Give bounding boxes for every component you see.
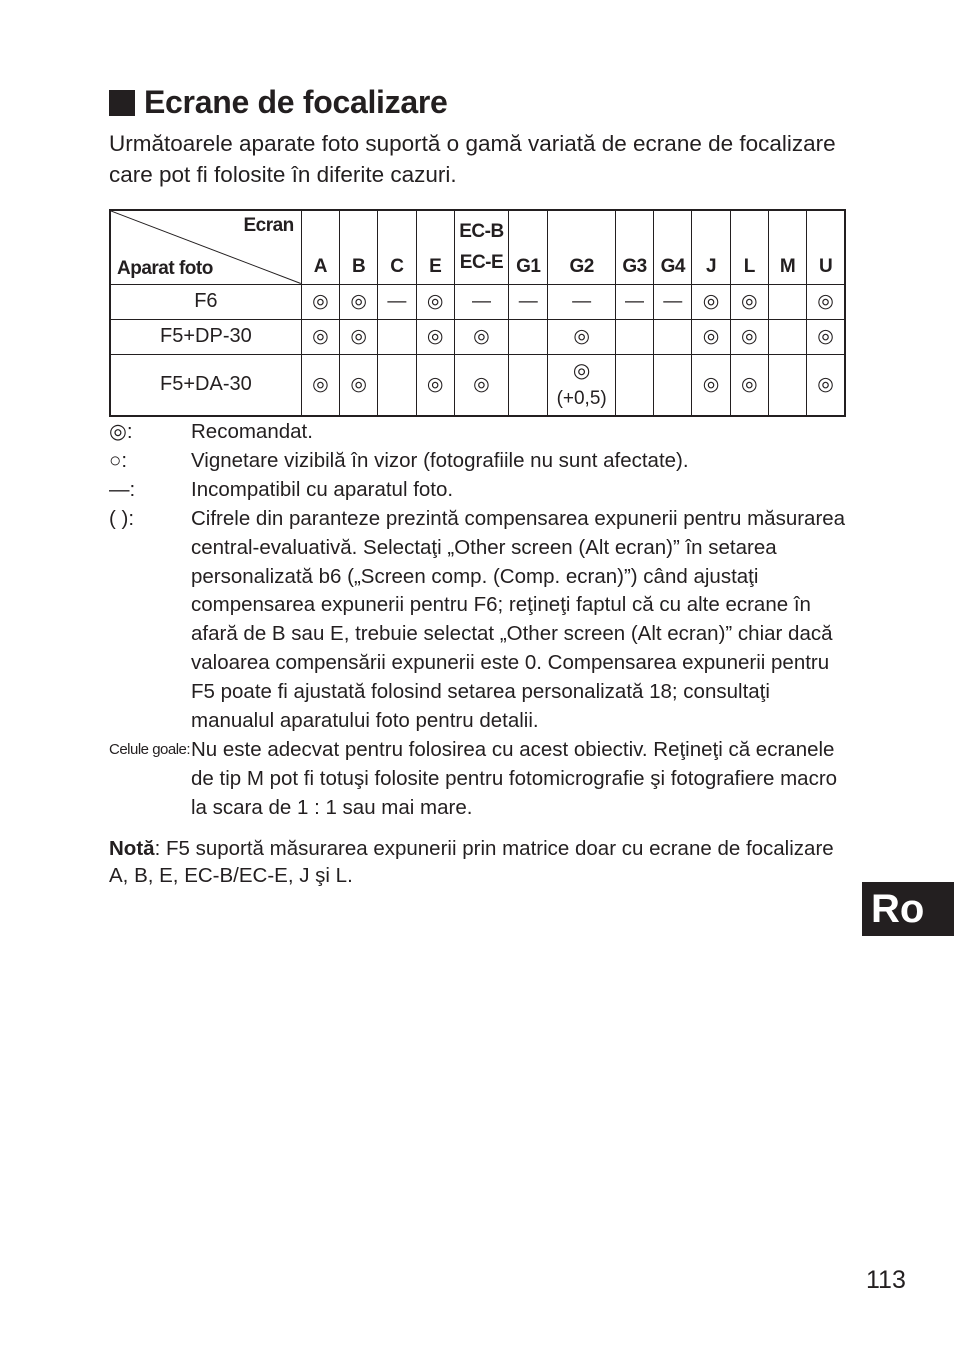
- table-cell: ◎: [807, 319, 845, 354]
- camera-name: F5+DP-30: [110, 319, 301, 354]
- table-cell: [615, 319, 653, 354]
- legend-text: Nu este adecvat pentru folosirea cu acest obiectiv. Reţineţi că ecranele de tip M pot fi totuşi folosite pentru fotomicrografie şi fotografiere macro la scara de 1 : 1 sau mai mare.: [191, 737, 838, 819]
- legend-item: [109, 447, 849, 476]
- column-header-e: E: [416, 210, 454, 284]
- table-cell: ◎: [340, 284, 378, 319]
- section-heading: [109, 84, 448, 121]
- table-cell: [378, 319, 416, 354]
- table-cell: [615, 354, 653, 416]
- legend-key: ( ):: [109, 506, 135, 530]
- table-cell: ◎: [301, 284, 339, 319]
- table-cell: —: [454, 284, 508, 319]
- table-cell: ◎: [807, 354, 845, 416]
- table-legend: [109, 418, 849, 823]
- column-header-u: U: [807, 210, 845, 284]
- table-cell: [654, 354, 692, 416]
- table-cell: —: [509, 284, 548, 319]
- table-row: [110, 354, 845, 416]
- table-cell: ◎: [692, 319, 730, 354]
- legend-item: [109, 736, 849, 823]
- column-header-a: A: [301, 210, 339, 284]
- column-header-g4: G4: [654, 210, 692, 284]
- column-header-ecb: EC-B: [459, 220, 504, 242]
- table-cell: ◎: [730, 319, 768, 354]
- legend-key: ◎:: [109, 420, 133, 443]
- intro-paragraph: Următoarele aparate foto suportă o gamă variată de ecrane de focalizare care pot fi folosite în diferite cazuri.: [109, 131, 836, 187]
- table-cell: ◎: [548, 319, 615, 354]
- table-cell: —: [615, 284, 653, 319]
- exposure-compensation-value: (+0,5): [556, 387, 607, 409]
- column-header-c: C: [378, 210, 416, 284]
- legend-key: ○:: [109, 448, 128, 472]
- legend-text: Cifrele din paranteze prezintă compensarea expunerii pentru măsurarea central-evaluativă. Selectaţi „Other screen (Alt ecran)” în setarea personalizată b6 („Screen comp. (Comp. ecran)”) când ajustaţi compensarea expunerii pentru F6; reţineţi faptul că cu alte ecrane în afară de B sau E, trebuie selectat „Other screen (Alt ecran)” chiar dacă valoarea compensării expunerii este 0. Compensarea expunerii pentru F5 poate fi ajustată folosind setarea personalizată 18; consultaţi manualul aparatului foto pentru detalii.: [191, 506, 846, 733]
- column-header-ece: EC-E: [459, 251, 504, 273]
- column-header-b: B: [340, 210, 378, 284]
- table-row: [110, 284, 845, 319]
- table-cell: [768, 354, 806, 416]
- legend-item: [109, 505, 849, 736]
- table-cell: [768, 319, 806, 354]
- table-cell-g2: [548, 354, 615, 416]
- column-header-g3: G3: [615, 210, 653, 284]
- table-cell: —: [548, 284, 615, 319]
- table-cell: ◎: [301, 319, 339, 354]
- table-cell: ◎: [340, 319, 378, 354]
- page-number: 113: [866, 1266, 906, 1294]
- legend-text: Vignetare vizibilă în vizor (fotografiile nu sunt afectate).: [191, 448, 689, 472]
- table-corner-header: [110, 210, 301, 284]
- table-row: [110, 319, 845, 354]
- camera-name: F5+DA-30: [110, 354, 301, 416]
- table-cell: ◎: [301, 354, 339, 416]
- table-cell: [509, 354, 548, 416]
- table-cell: ◎: [730, 284, 768, 319]
- table-cell: —: [654, 284, 692, 319]
- column-header-l: L: [730, 210, 768, 284]
- note-label: Notă: [109, 837, 155, 860]
- table-cell: ◎: [692, 354, 730, 416]
- table-cell: —: [378, 284, 416, 319]
- recommended-icon: ◎: [572, 359, 591, 382]
- column-header-j: J: [692, 210, 730, 284]
- focusing-screen-table: [109, 209, 846, 417]
- table-cell: [509, 319, 548, 354]
- column-header-ecb-ece: [454, 210, 508, 284]
- page-title: Ecrane de focalizare: [144, 84, 448, 120]
- column-header-g1: G1: [509, 210, 548, 284]
- table-cell: ◎: [807, 284, 845, 319]
- note-text: : F5 suportă măsurarea expunerii prin matrice doar cu ecrane de focalizare A, B, E, EC-B/EC-E, J şi L.: [109, 837, 834, 887]
- camera-name: F6: [110, 284, 301, 319]
- legend-item: [109, 418, 849, 447]
- heading-square-icon: [109, 90, 135, 116]
- table-cell: ◎: [416, 354, 454, 416]
- table-cell: ◎: [416, 284, 454, 319]
- table-cell: ◎: [692, 284, 730, 319]
- column-header-m: M: [768, 210, 806, 284]
- table-cell: ◎: [454, 354, 508, 416]
- legend-text: Recomandat.: [191, 420, 313, 443]
- table-cell: [768, 284, 806, 319]
- legend-item: [109, 476, 849, 505]
- legend-key: Celule goale:: [109, 740, 191, 758]
- column-header-g2: G2: [548, 210, 615, 284]
- legend-text: Incompatibil cu aparatul foto.: [191, 477, 454, 501]
- legend-key: —:: [109, 477, 136, 501]
- language-tab: Ro: [862, 882, 954, 936]
- camera-header-label: Aparat foto: [117, 257, 213, 279]
- note-paragraph: [109, 835, 849, 889]
- screen-header-label: Ecran: [243, 215, 294, 236]
- table-cell: [378, 354, 416, 416]
- table-cell: ◎: [730, 354, 768, 416]
- table-cell: ◎: [454, 319, 508, 354]
- table-cell: ◎: [416, 319, 454, 354]
- table-cell: ◎: [340, 354, 378, 416]
- table-cell: [654, 319, 692, 354]
